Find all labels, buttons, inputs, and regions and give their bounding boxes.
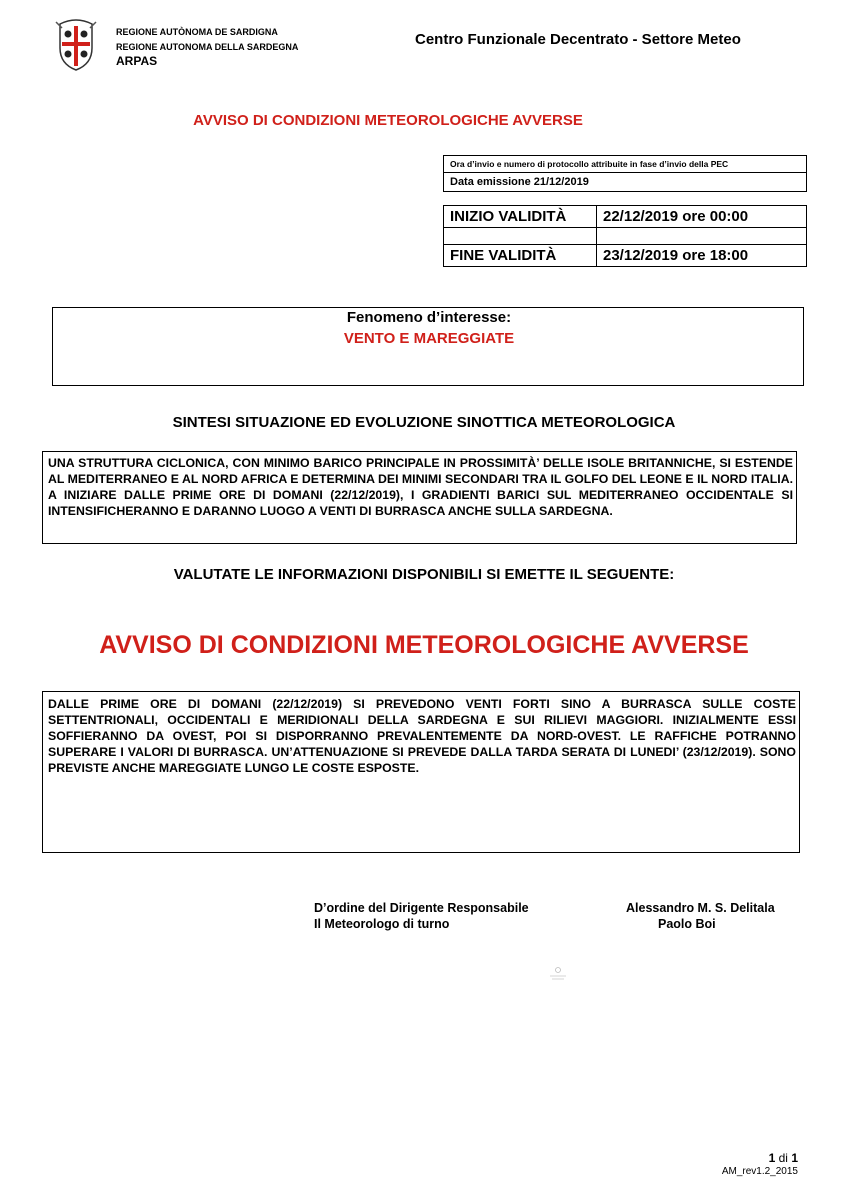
signature-role-2: Il Meteorologo di turno bbox=[314, 917, 450, 931]
phenomenon-value: VENTO E MAREGGIATE bbox=[343, 330, 515, 347]
signature-role-1: D’ordine del Dirigente Responsabile bbox=[314, 901, 529, 915]
validity-start-label: INIZIO VALIDITÀ bbox=[444, 206, 597, 228]
validity-table bbox=[443, 205, 807, 267]
org-name-italian: REGIONE AUTONOMA DELLA SARDEGNA bbox=[116, 42, 299, 52]
warning-text: DALLE PRIME ORE DI DOMANI (22/12/2019) SI PREVEDONO VENTI FORTI SINO A BURRASCA SULLE COSTE SETTENTRIONALI, OCCIDENTALI E MERIDIONALI DELLA SARDEGNA E SUI RILIEVI MAGGIORI. INIZIALMENTE ESSI SOFFIERANNO DA OVEST, POI SI DISPORRANNO PREVALENTEMENTE DA NORD-OVEST. LE RAFFICHE POTRANNO SUPERARE I VALORI DI BURRASCA. UN’ATTENUAZIONE SI PREVEDE DALLA TARDA SERATA DI LUNEDI’ (23/12/2019). SONO PREVISTE ANCHE MAREGGIATE LUNGO LE COSTE ESPOSTE. bbox=[48, 697, 796, 775]
digital-signature-stamp-icon bbox=[548, 966, 568, 982]
phenomenon-box bbox=[52, 307, 804, 386]
warning-title: AVVISO DI CONDIZIONI METEOROLOGICHE AVVERSE bbox=[99, 631, 749, 659]
validity-spacer-cell bbox=[597, 228, 807, 245]
page-current: 1 bbox=[768, 1151, 776, 1165]
warning-box bbox=[42, 691, 800, 853]
synopsis-box bbox=[42, 451, 797, 544]
page-number bbox=[769, 1151, 798, 1165]
center-title: Centro Funzionale Decentrato - Settore Meteo bbox=[415, 31, 741, 48]
signature-name-1: Alessandro M. S. Delitala bbox=[626, 901, 775, 915]
phenomenon-label: Fenomeno d’interesse: bbox=[346, 309, 512, 326]
emission-date: Data emissione 21/12/2019 bbox=[444, 173, 807, 192]
sardinia-coat-of-arms-icon bbox=[54, 18, 98, 72]
org-name-sardinian: REGIONE AUTÒNOMA DE SARDIGNA bbox=[116, 27, 278, 37]
validity-end-value: 23/12/2019 ore 18:00 bbox=[597, 245, 807, 267]
protocol-note: Ora d’invio e numero di protocollo attribuite in fase d’invio della PEC bbox=[444, 156, 807, 173]
signature-name-2: Paolo Boi bbox=[658, 917, 716, 931]
org-acronym: ARPAS bbox=[116, 54, 158, 68]
page-title: AVVISO DI CONDIZIONI METEOROLOGICHE AVVERSE bbox=[193, 112, 583, 129]
synopsis-heading: SINTESI SITUAZIONE ED EVOLUZIONE SINOTTICA METEOROLOGICA bbox=[172, 414, 676, 431]
revision-code: AM_rev1.2_2015 bbox=[721, 1166, 798, 1177]
page-total: 1 bbox=[791, 1151, 798, 1165]
assessment-heading: VALUTATE LE INFORMAZIONI DISPONIBILI SI EMETTE IL SEGUENTE: bbox=[173, 566, 675, 583]
meta-table bbox=[443, 155, 807, 192]
validity-start-value: 22/12/2019 ore 00:00 bbox=[597, 206, 807, 228]
page-separator: di bbox=[778, 1151, 788, 1165]
validity-end-label: FINE VALIDITÀ bbox=[444, 245, 597, 267]
validity-spacer-cell bbox=[444, 228, 597, 245]
synopsis-text: UNA STRUTTURA CICLONICA, CON MINIMO BARICO PRINCIPALE IN PROSSIMITÀ’ DELLE ISOLE BRITANNICHE, SI ESTENDE AL MEDITERRANEO E AL NORD AFRICA E DETERMINA DEI MINIMI SECONDARI TRA IL GOLFO DEL LEONE E IL NORD ITALIA. A INIZIARE DALLE PRIME ORE DI DOMANI (22/12/2019), I GRADIENTI BARICI SUL MEDITERRANEO OCCIDENTALE SI INTENSIFICHERANNO E DARANNO LUOGO A VENTI DI BURRASCA ANCHE SULLA SARDEGNA. bbox=[48, 456, 793, 518]
